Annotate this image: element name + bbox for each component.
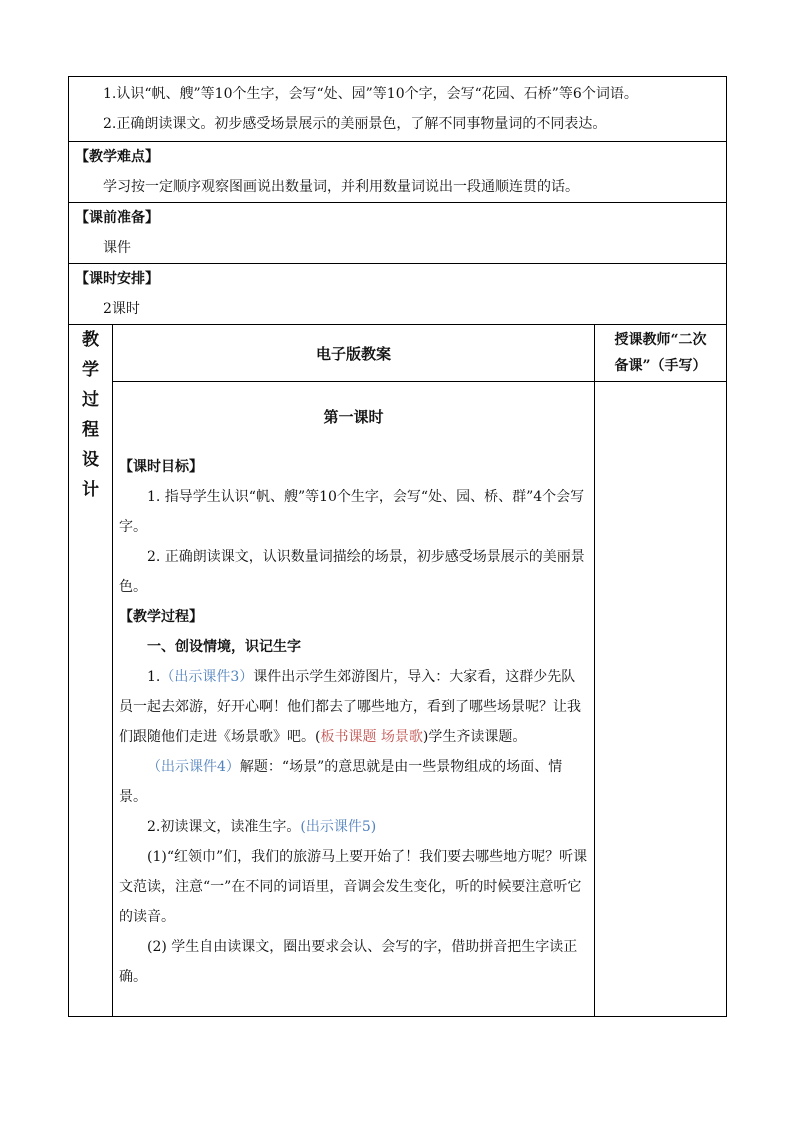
step-2a-para: (1)“红领巾”们，我们的旅游马上要开始了！我们要去哪些地方呢？听课文范读，注意“一”在不同的词语里，音调会发生变化，听的时候要注意听它的读音。 xyxy=(119,849,588,925)
schedule-row xyxy=(69,264,727,325)
process-content xyxy=(113,382,595,1017)
side-char: 设 xyxy=(82,450,99,470)
difficulty-text: 学习按一定顺序观察图画说出数量词，并利用数量词说出一段通顺连贯的话。 xyxy=(103,179,579,195)
schedule-text: 2课时 xyxy=(103,301,140,317)
step-1b-para: （出示课件4）解题：“场景”的意思就是由一些景物组成的场面、情景。 xyxy=(119,759,563,805)
lesson-goal-heading: 【课时目标】 xyxy=(119,459,203,475)
process-header-row xyxy=(69,325,727,382)
lesson-goal-2: 2. 正确朗读课文，认识数量词描绘的场景，初步感受场景展示的美丽景色。 xyxy=(119,549,585,595)
slide-tag: （出示课件4） xyxy=(147,759,240,775)
side-char: 程 xyxy=(82,420,99,440)
side-char: 教 xyxy=(82,330,99,350)
step-1-heading: 一、创设情境，识记生字 xyxy=(147,639,301,655)
step-1-para: 1.（出示课件3）课件出示学生郊游图片，导入：大家看，这群少先队员一起去郊游，好开心啊！他们都去了哪些地方，看到了哪些场景呢？让我们跟随他们走进《场景歌》吧。(板书课题 场景歌)学生齐读课题。 xyxy=(119,669,581,745)
process-content-row xyxy=(69,382,727,1017)
difficulty-heading: 【教学难点】 xyxy=(75,149,159,165)
goals-row xyxy=(69,77,727,142)
lesson-plan-page xyxy=(68,76,726,1017)
process-side-label xyxy=(69,325,113,1017)
prep-text: 课件 xyxy=(103,240,131,256)
board-tag: 板书课题 场景歌 xyxy=(320,729,423,745)
step-2-para: 2.初读课文，读准生字。(出示课件5) xyxy=(147,819,377,835)
lesson-plan-table xyxy=(68,76,727,1017)
slide-tag: （出示课件3） xyxy=(160,669,254,685)
teacher-notes-cell xyxy=(595,382,727,1017)
teacher-column-title: 授课教师“二次 备课”（手写） xyxy=(595,325,727,382)
column-title: 电子版教案 xyxy=(113,325,595,382)
side-char: 学 xyxy=(82,360,99,380)
difficulty-row xyxy=(69,142,727,203)
step-2b-para: (2) 学生自由读课文，圈出要求会认、会写的字，借助拼音把生字读正确。 xyxy=(119,939,578,985)
side-char: 过 xyxy=(82,390,99,410)
lesson-goal-1: 1. 指导学生认识“帆、艘”等10个生字，会写“处、园、桥、群”4个会写字。 xyxy=(119,489,585,535)
side-char: 计 xyxy=(82,480,99,500)
goal-line-1: 1.认识“帆、艘”等10个生字，会写“处、园”等10个字，会写“花园、石桥”等6个词语。 xyxy=(103,86,638,102)
slide-tag: (出示课件5) xyxy=(300,819,377,835)
process-heading: 【教学过程】 xyxy=(119,609,203,625)
prep-row xyxy=(69,203,727,264)
lesson-title: 第一课时 xyxy=(323,408,384,426)
prep-heading: 【课前准备】 xyxy=(75,210,159,226)
goal-line-2: 2.正确朗读课文。初步感受场景展示的美丽景色，了解不同事物量词的不同表达。 xyxy=(103,116,607,132)
schedule-heading: 【课时安排】 xyxy=(75,271,159,287)
